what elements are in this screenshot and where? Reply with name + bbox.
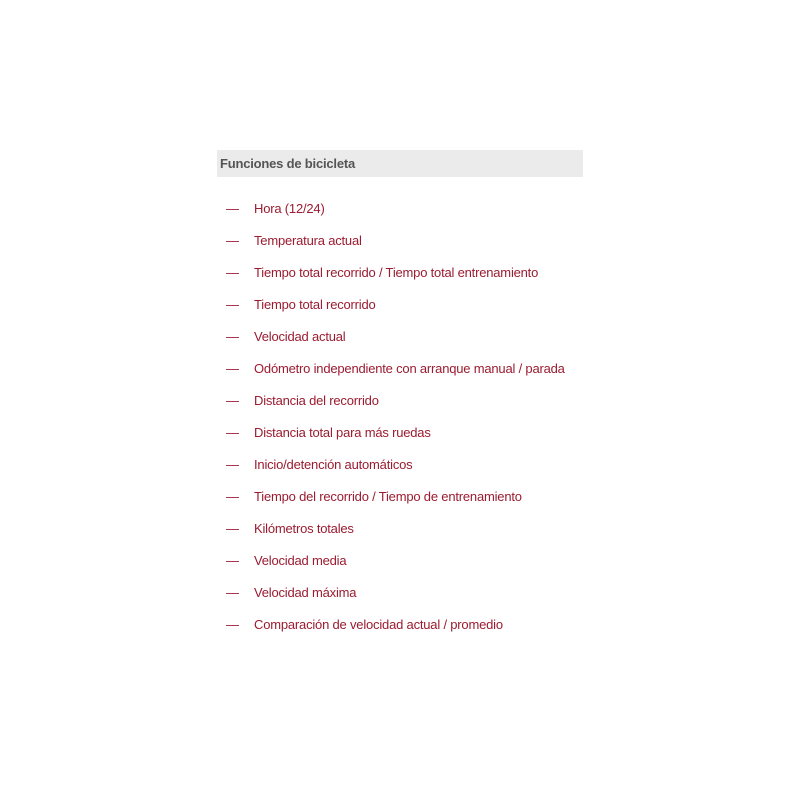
dash-bullet-icon: — xyxy=(226,520,239,536)
dash-bullet-icon: — xyxy=(226,232,239,248)
list-item xyxy=(217,352,583,384)
dash-bullet-icon: — xyxy=(226,584,239,600)
feature-label: Velocidad actual xyxy=(254,328,346,344)
list-item xyxy=(217,576,583,608)
list-item xyxy=(217,384,583,416)
dash-bullet-icon: — xyxy=(226,552,239,568)
feature-label: Velocidad máxima xyxy=(254,584,357,600)
dash-bullet-icon: — xyxy=(226,456,239,472)
dash-bullet-icon: — xyxy=(226,616,239,632)
list-item xyxy=(217,448,583,480)
feature-label: Inicio/detención automáticos xyxy=(254,456,413,472)
feature-label: Tiempo total recorrido xyxy=(254,296,376,312)
dash-bullet-icon: — xyxy=(226,264,239,280)
feature-label: Hora (12/24) xyxy=(254,200,325,216)
feature-list xyxy=(217,192,583,640)
list-item xyxy=(217,416,583,448)
dash-bullet-icon: — xyxy=(226,328,239,344)
feature-label: Comparación de velocidad actual / promedio xyxy=(254,616,503,632)
feature-label: Velocidad media xyxy=(254,552,347,568)
feature-label: Distancia total para más ruedas xyxy=(254,424,431,440)
dash-bullet-icon: — xyxy=(226,488,239,504)
feature-label: Temperatura actual xyxy=(254,232,362,248)
feature-label: Tiempo total recorrido / Tiempo total entrenamiento xyxy=(254,264,539,280)
list-item xyxy=(217,544,583,576)
dash-bullet-icon: — xyxy=(226,360,239,376)
list-item xyxy=(217,320,583,352)
dash-bullet-icon: — xyxy=(226,392,239,408)
dash-bullet-icon: — xyxy=(226,200,239,216)
list-item xyxy=(217,288,583,320)
list-item xyxy=(217,256,583,288)
list-item xyxy=(217,480,583,512)
list-item xyxy=(217,608,583,640)
feature-label: Distancia del recorrido xyxy=(254,392,379,408)
section-title: Funciones de bicicleta xyxy=(220,156,356,171)
feature-label: Tiempo del recorrido / Tiempo de entrenamiento xyxy=(254,488,522,504)
list-item xyxy=(217,192,583,224)
list-item xyxy=(217,224,583,256)
bike-functions-panel xyxy=(217,150,583,632)
section-header xyxy=(217,150,583,177)
dash-bullet-icon: — xyxy=(226,296,239,312)
feature-label: Kilómetros totales xyxy=(254,520,354,536)
feature-label: Odómetro independiente con arranque manual / parada xyxy=(254,360,565,376)
list-item xyxy=(217,512,583,544)
dash-bullet-icon: — xyxy=(226,424,239,440)
